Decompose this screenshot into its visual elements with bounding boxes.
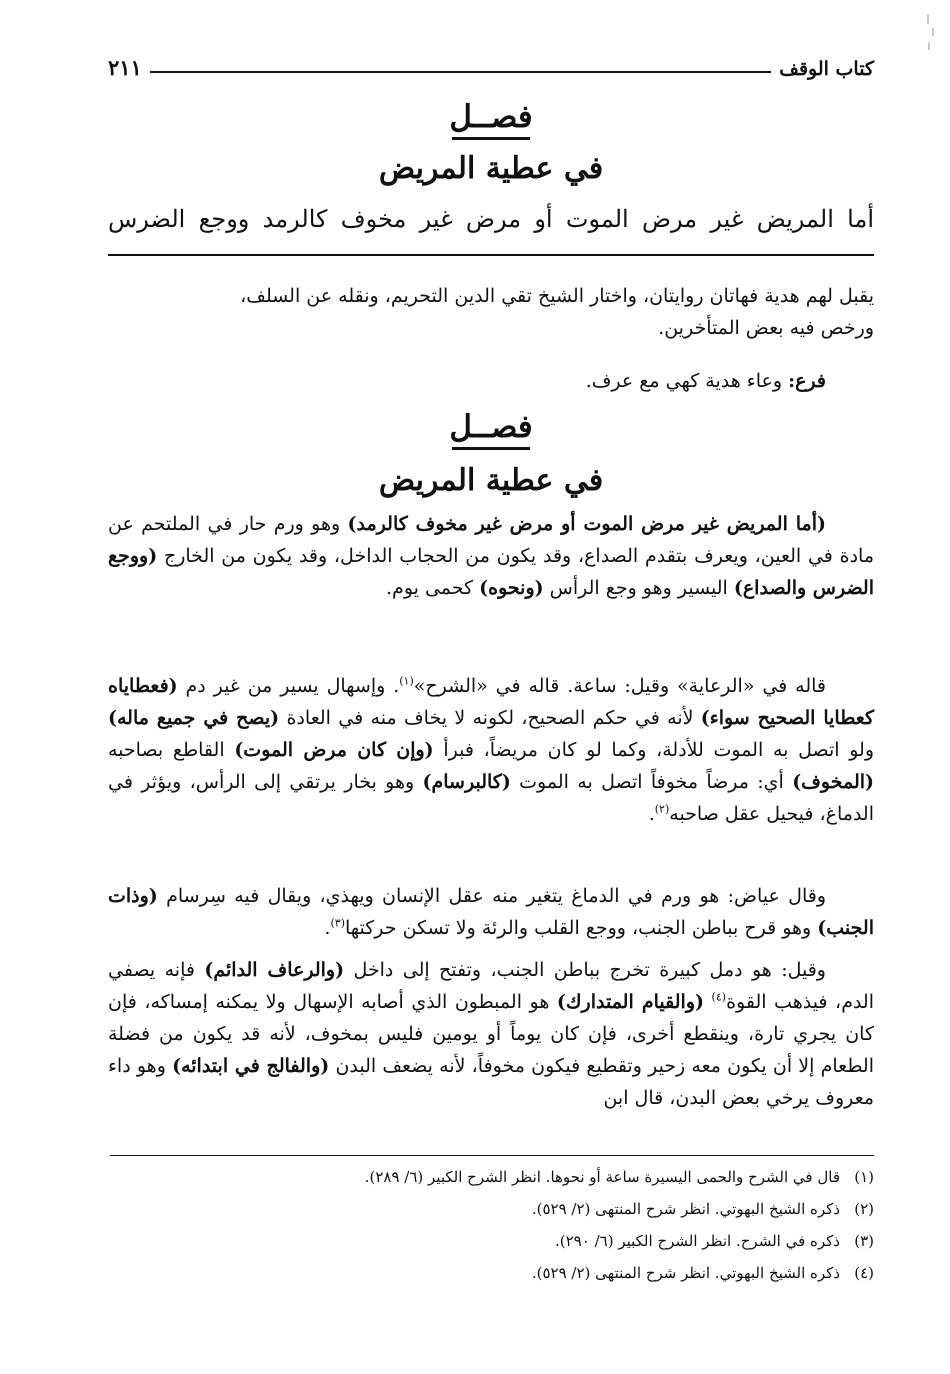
footnote-ref[interactable]: (١) [399,674,414,688]
commentary-paragraph-1 [108,508,874,604]
matn-quote: (والفالج في ابتدائه) [172,1055,330,1077]
commentary-text: وقال عياض: هو ورم في الدماغ يتغير منه عقل الإنسان ويهذي، ويقال فيه سِرسام [157,885,826,907]
footnote-text: ذكره في الشرح. انظر الشرح الكبير (٦/ ٢٩٠). [555,1232,840,1250]
footnote-separator [110,1155,874,1156]
matn-quote: (يصح في جميع ماله) [108,707,280,729]
matn-quote: (فعطاياه كعطايا الصحيح سواء) [108,675,875,729]
commentary-text: كحمى يوم. [386,577,480,599]
book-title: كتاب الوقف [779,58,874,80]
page-number: ٢١١ [108,55,142,80]
intro-line-2: ورخص فيه بعض المتأخرين. [658,317,874,339]
commentary-text: اليسير وهو وجع الرأس [543,577,734,599]
matn-subheading: في عطية المريض [378,151,604,186]
intro-line-1: يقبل لهم هدية فهاتان روايتان، واختار الشيخ تقي الدين التحريم، ونقله عن السلف، [240,285,874,307]
commentary-text: . [324,917,331,939]
commentary-text: وقيل: هو دمل كبيرة تخرج بباطن الجنب، وتفتح إلى داخل [344,959,826,981]
commentary-text: وهو ورم حار في الملتحم عن مادة في العين، ويعرف بتقدم الصداع، وقد يكون من الحجاب الداخل، وقد يكون من الخارج [108,513,874,567]
footnote-number: (٣) [854,1232,874,1250]
far-paragraph [108,365,874,397]
matn-section-heading [108,99,874,140]
footnote-text: ذكره الشيخ البهوتي. انظر شرح المنتهى (٢/ ٥٢٩). [531,1200,840,1218]
commentary-text [704,991,712,1013]
matn-quote: (المخوف) [792,771,874,793]
commentary-subheading: في عطية المريض [378,463,604,498]
footnote-number: (٤) [854,1264,874,1282]
footnote-ref[interactable]: (٤) [711,990,727,1004]
far-text: وعاء هدية كهي مع عرف. [585,370,789,392]
matn-text: أما المريض غير مرض الموت أو مرض غير مخوف كالرمد ووجع الضرس [108,205,874,233]
commentary-label-underline [452,447,530,450]
commentary-text: فإنه يصفي الدم، فيذهب القوة [108,959,874,1013]
margin-tick-marks [926,14,936,54]
commentary-paragraph-3 [108,880,874,944]
matn-quote: (وذات الجنب) [108,885,874,939]
commentary-text: قاله في «الرعاية» وقيل: ساعة. قاله في «الشرح» [413,675,827,697]
commentary-paragraph-2 [108,670,874,830]
footnote-item [108,1198,874,1220]
header-rule [150,71,771,73]
matn-quote: (كالبرسام) [422,771,511,793]
matn-separator-rule [108,254,874,256]
commentary-text: وهو قرح بباطن الجنب، ووجع القلب والرئة ولا تسكن حركتها [344,917,818,939]
footnote-number: (١) [854,1168,874,1186]
footnote-item [108,1166,874,1188]
commentary-section-label: فصــل [449,409,533,445]
footnote-number: (٢) [854,1200,874,1218]
commentary-text: . وإسهال يسير من غير دم [177,675,400,697]
section-label: فصــل [449,99,533,135]
commentary-section-heading [108,409,874,450]
matn-quote: (وإن كان مرض الموت) [234,739,434,761]
running-header [108,40,874,80]
intro-paragraph [108,280,874,344]
commentary-text: هو المبطون الذي أصابه الإسهال ولا يمكنه إمساكه، فإن كان يجري تارة، وينقطع أخرى، فإن كان يوماً أو يومين فليس بمخوف، لأنه قد يكون من فضلة الطعام إلا أن يكون معه زحير وتقطيع فيكون مخوفاً، لأنه يضعف البدن [108,991,874,1077]
matn-quote: (أما المريض غير مرض الموت أو مرض غير مخوف كالرمد) [347,513,826,535]
section-label-underline [452,137,530,140]
matn-quote: (ونحوه) [479,577,544,599]
far-label: فرع: [788,370,826,392]
footnote-item [108,1262,874,1284]
footnote-ref[interactable]: (٣) [330,916,345,930]
commentary-text: وهو داء معروف يرخي بعض البدن، قال ابن [108,1055,874,1109]
footnote-item [108,1230,874,1252]
footnote-text: ذكره الشيخ البهوتي. انظر شرح المنتهى (٢/ ٥٢٩). [531,1264,840,1282]
commentary-text: ولو اتصل به الموت للأدلة، وكما لو كان مريضاً، فبرأ [433,739,875,761]
commentary-text: لأنه في حكم الصحيح، لكونه لا يخاف منه في العادة [279,707,701,729]
footnote-ref[interactable]: (٢) [654,802,670,816]
footnote-text: قال في الشرح والحمى اليسيرة ساعة أو نحوها. انظر الشرح الكبير (٦/ ٢٨٩). [364,1168,840,1186]
commentary-text: . [648,803,655,825]
matn-quote: (والقيام المتدارك) [556,991,704,1013]
matn-quote: (والرعاف الدائم) [204,959,345,981]
commentary-text: وهو بخار يرتقي إلى الرأس، ويؤثر في الدماغ، فيحيل عقل صاحبه [108,771,874,825]
commentary-text: القاطع بصاحبه [108,739,235,761]
commentary-paragraph-4 [108,954,874,1114]
commentary-text: أي: مرضاً مخوفاً اتصل به الموت [510,771,793,793]
matn-quote: (ووجع الضرس والصداع) [108,545,874,599]
book-page [108,30,874,1350]
